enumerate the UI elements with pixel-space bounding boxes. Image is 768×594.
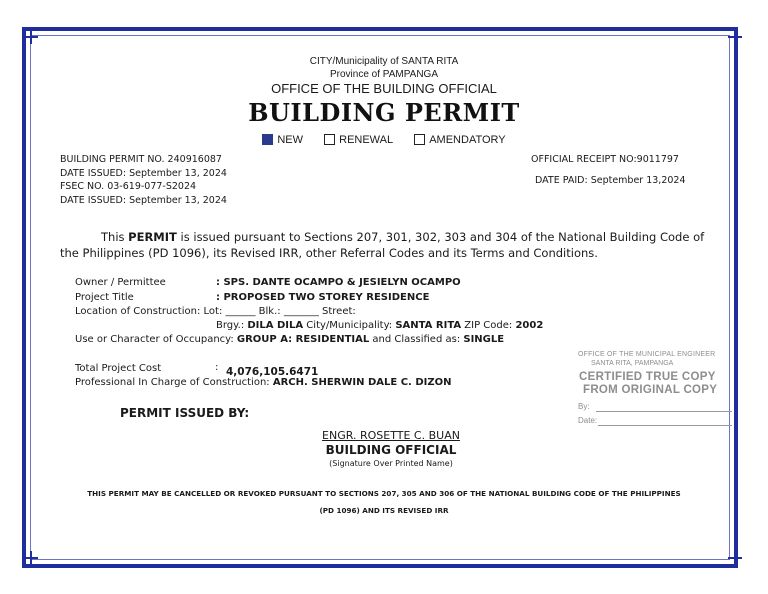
- statement-line1-rest: is issued pursuant to Sections 207, 301, 302, 303 and 304 of the National Building Code of: [176, 230, 705, 244]
- project-value: : PROPOSED TWO STOREY RESIDENCE: [216, 292, 430, 303]
- classified-value: SINGLE: [463, 334, 505, 345]
- permit-type-options: [0, 130, 768, 149]
- checkbox-icon: [414, 134, 425, 145]
- office-heading: OFFICE OF THE BUILDING OFFICIAL: [271, 81, 497, 96]
- professional-label: Professional In Charge of Construction:: [75, 377, 273, 388]
- date-issued: DATE ISSUED: September 13, 2024: [60, 167, 227, 179]
- stamp-certified-line: CERTIFIED TRUE COPY: [579, 371, 716, 383]
- signatory-block: [0, 429, 768, 470]
- statement-line-1: [101, 229, 704, 246]
- barangay-label: Brgy.:: [216, 320, 248, 331]
- occupancy-value: GROUP A: RESIDENTIAL: [236, 334, 370, 345]
- footer-notice-line-2: (PD 1096) AND ITS REVISED IRR: [319, 506, 449, 515]
- signatory-position: BUILDING OFFICIAL: [325, 443, 457, 457]
- fsec-date-issued: DATE ISSUED: September 13, 2024: [60, 194, 227, 206]
- option-amendatory: [414, 134, 505, 146]
- city-value: SANTA RITA: [395, 320, 462, 331]
- cost-colon: :: [215, 362, 219, 373]
- signature-note: (Signature Over Printed Name): [329, 459, 453, 468]
- option-label: NEW: [277, 133, 304, 146]
- signatory-name: ENGR. ROSETTE C. BUAN: [322, 429, 460, 442]
- option-label: RENEWAL: [339, 133, 394, 146]
- cost-label: Total Project Cost: [75, 363, 162, 374]
- owner-label: Owner / Permittee: [75, 277, 166, 288]
- stamp-office: OFFICE OF THE MUNICIPAL ENGINEER: [578, 351, 716, 358]
- official-receipt-number: OFFICIAL RECEIPT NO:9011797: [531, 154, 679, 165]
- stamp-date-label: Date:: [578, 416, 598, 425]
- fsec-number: FSEC NO. 03-619-077-S2024: [60, 181, 197, 192]
- barangay-line: [216, 320, 543, 331]
- footer-notice-line-1: THIS PERMIT MAY BE CANCELLED OR REVOKED PURSUANT TO SECTIONS 207, 305 AND 306 OF THE NATIONAL BUILDING CODE OF THE PHILIPPINES: [87, 489, 681, 498]
- zip-value: 2002: [515, 320, 544, 331]
- corner-ornament-bottom-right: [728, 551, 742, 565]
- checked-box-icon: [262, 134, 273, 145]
- corner-ornament-top-right: [728, 30, 742, 44]
- stamp-by-line: [596, 411, 732, 412]
- corner-ornament-bottom-left: [24, 551, 38, 565]
- statement-line-2: the Philippines (PD 1096), its Revised IRR, other Referral Codes and its Terms and Conditions.: [60, 246, 598, 260]
- city-line: CITY/Municipality of SANTA RITA: [309, 56, 459, 67]
- option-renewal: [324, 134, 393, 146]
- document-title: BUILDING PERMIT: [248, 98, 520, 127]
- province-line: Province of PAMPANGA: [330, 69, 438, 80]
- stamp-place: SANTA RITA, PAMPANGA: [591, 360, 674, 367]
- option-new: [262, 134, 303, 146]
- corner-ornament-top-left: [24, 30, 38, 44]
- zip-label: ZIP Code:: [461, 320, 516, 331]
- barangay-value: DILA DILA: [247, 320, 304, 331]
- permit-meta-left: [60, 153, 227, 207]
- professional-value: ARCH. SHERWIN DALE C. DIZON: [272, 377, 452, 388]
- option-label: AMENDATORY: [429, 133, 506, 146]
- checkbox-icon: [324, 134, 335, 145]
- permit-issued-by-label: PERMIT ISSUED BY:: [120, 406, 250, 420]
- stamp-by-label: By:: [578, 402, 590, 411]
- stamp-date-line: [598, 425, 732, 426]
- location-label: Location of Construction: Lot: ______ Blk.: _______ Street:: [75, 306, 356, 317]
- statement-emphasis: PERMIT: [128, 230, 177, 244]
- professional-line: [75, 377, 451, 388]
- occupancy-label: Use or Character of Occupancy:: [75, 334, 237, 345]
- statement-lead: This: [101, 230, 129, 244]
- occupancy-line: [75, 334, 504, 345]
- cost-value: 4,076,105.6471: [226, 366, 319, 378]
- date-paid: DATE PAID: September 13,2024: [535, 175, 686, 186]
- city-label: City/Municipality:: [303, 320, 396, 331]
- classified-label: and Classified as:: [369, 334, 464, 345]
- permit-number: BUILDING PERMIT NO. 240916087: [60, 154, 222, 165]
- owner-value: : SPS. DANTE OCAMPO & JESIELYN OCAMPO: [216, 277, 461, 288]
- stamp-original-line: FROM ORIGINAL COPY: [583, 384, 718, 396]
- project-label: Project Title: [75, 292, 134, 303]
